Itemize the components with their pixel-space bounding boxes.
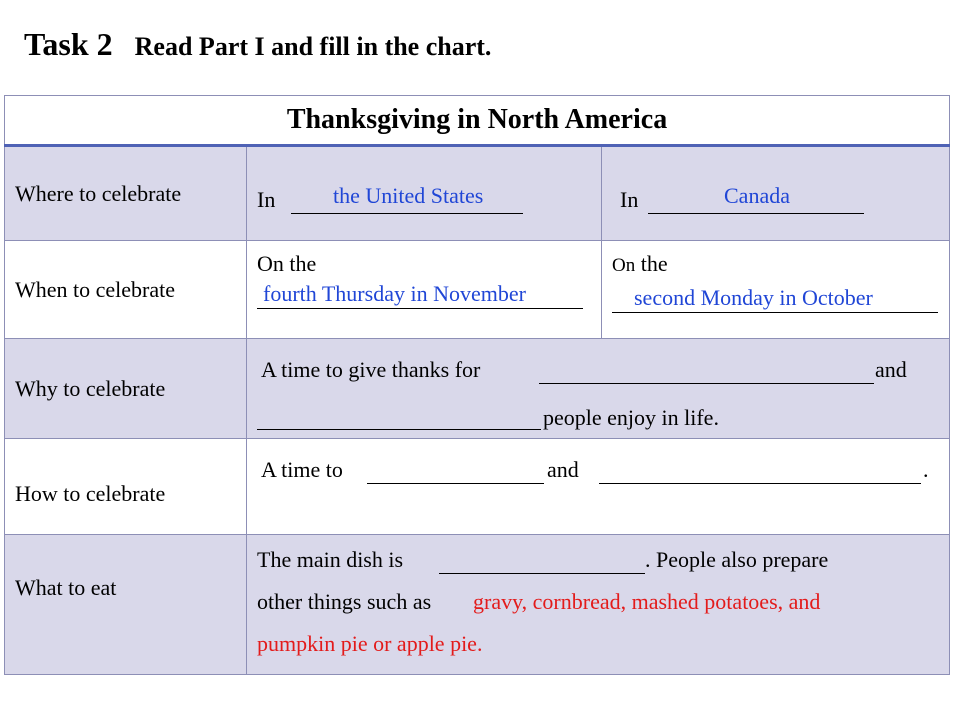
row-label-where: Where to celebrate — [5, 146, 247, 241]
table-row-when — [5, 241, 950, 339]
cell-where-us — [247, 146, 602, 241]
why-blank-2[interactable] — [257, 407, 541, 430]
table-row-why — [5, 339, 950, 439]
cell-eat — [247, 535, 950, 675]
why-text-3: people enjoy in life. — [543, 405, 719, 430]
row-label-why: Why to celebrate — [5, 339, 247, 439]
row-label-eat — [5, 535, 247, 675]
table-row-where — [5, 146, 950, 241]
table-row-eat — [5, 535, 950, 675]
row-label-eat-text: What to eat — [15, 575, 117, 600]
eat-blank-1[interactable] — [439, 551, 645, 574]
where-ca-prefix: In — [620, 187, 639, 212]
chart-title: Thanksgiving in North America — [5, 96, 950, 146]
eat-text-2: . People also prepare — [645, 547, 829, 572]
eat-text-1: The main dish is — [257, 547, 404, 572]
how-text-1: A time to — [261, 457, 343, 482]
cell-when-ca — [602, 241, 950, 339]
why-blank-1[interactable] — [539, 361, 874, 384]
row-label-how — [5, 439, 247, 535]
task-instruction: Read Part I and fill in the chart. — [134, 32, 492, 61]
how-blank-1[interactable] — [367, 461, 544, 484]
how-text-2: and — [547, 457, 579, 482]
cell-why — [247, 339, 950, 439]
eat-text-3: other things such as — [257, 589, 432, 614]
cell-where-ca — [602, 146, 950, 241]
why-text-1: A time to give thanks for — [261, 357, 481, 382]
why-text-2: and — [875, 357, 907, 382]
table-row-how — [5, 439, 950, 535]
row-label-how-text: How to celebrate — [15, 481, 166, 506]
how-text-3: . — [923, 457, 929, 482]
how-blank-2[interactable] — [599, 461, 921, 484]
eat-foods-line-2: pumpkin pie or apple pie. — [257, 631, 483, 656]
where-us-prefix: In — [257, 187, 276, 212]
when-ca-prefix-small: On — [612, 255, 636, 276]
cell-how — [247, 439, 950, 535]
when-us-prefix: On the — [257, 251, 317, 276]
thanksgiving-chart — [4, 95, 950, 675]
when-ca-answer: second Monday in October — [634, 285, 873, 310]
cell-when-us — [247, 241, 602, 339]
task-heading — [24, 26, 491, 63]
task-number: Task 2 — [24, 26, 113, 62]
where-ca-answer: Canada — [724, 183, 790, 208]
where-us-answer: the United States — [333, 183, 484, 208]
when-ca-prefix — [612, 251, 668, 277]
row-label-when: When to celebrate — [5, 241, 247, 339]
eat-foods-line-1: gravy, cornbread, mashed potatoes, and — [473, 589, 821, 614]
when-us-answer: fourth Thursday in November — [263, 281, 526, 306]
when-ca-prefix-rest: the — [635, 251, 668, 276]
